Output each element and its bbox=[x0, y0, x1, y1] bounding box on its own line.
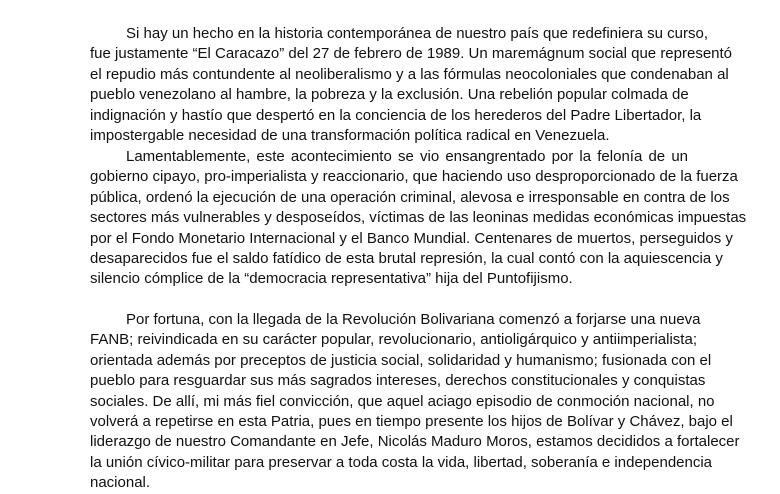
paragraph-line: impostergable necesidad de una transformación política radical en Venezuela. bbox=[90, 127, 610, 145]
paragraph-line: gobierno cipayo, pro-imperialista y reaccionario, que haciendo uso desproporcionado de la fuerza bbox=[90, 168, 738, 186]
paragraph-line: por el Fondo Monetario Internacional y el Banco Mundial. Centenares de muertos, perseguidos y bbox=[90, 229, 733, 247]
paragraph-revolution bbox=[90, 310, 740, 494]
paragraph-line: pueblo venezolano al hambre, la pobreza y la exclusión. Una rebelión popular colmada de bbox=[90, 86, 689, 104]
paragraph-line: Por fortuna, con la llegada de la Revolución Bolivariana comenzó a forjarse una nueva bbox=[126, 311, 701, 328]
paragraph-line: nacional. bbox=[90, 474, 151, 492]
paragraph-line: silencio cómplice de la “democracia representativa” hija del Puntofijismo. bbox=[90, 270, 573, 288]
paragraph-line: Lamentablemente, este acontecimiento se vio ensangrentado por la felonía de un bbox=[126, 148, 688, 165]
paragraph-line: indignación y hastío que despertó en la conciencia de los herederos del Padre Libertador, la bbox=[90, 106, 702, 124]
paragraph-line: sociales. De allí, mi más fiel convicción, que aquel aciago episodio de conmoción nacional, no bbox=[90, 392, 715, 410]
paragraph-line: la unión cívico-militar para preservar a toda costa la vida, libertad, soberanía e independencia bbox=[90, 453, 713, 471]
paragraph-line: pública, ordenó la ejecución de una operación criminal, alevosa e irresponsable en contra de los bbox=[90, 188, 730, 206]
paragraph-line: desaparecidos fue el saldo fatídico de esta brutal represión, la cual contó con la aquiescencia y bbox=[90, 250, 723, 268]
paragraph-line: Si hay un hecho en la historia contemporánea de nuestro país que redefiniera su curso, bbox=[126, 25, 709, 42]
paragraph-line: fue justamente “El Caracazo” del 27 de febrero de 1989. Un maremágnum social que representó bbox=[90, 45, 733, 63]
paragraph-line: sectores más vulnerables y desposeídos, víctimas de las leoninas medidas económicas impuestas bbox=[90, 209, 747, 227]
paragraph-caracazo-intro bbox=[90, 24, 733, 146]
paragraph-line: liderazgo de nuestro Comandante en Jefe, Nicolás Maduro Moros, estamos decididos a fortalecer bbox=[90, 433, 740, 451]
paragraph-line: pueblo para resguardar sus más sagrados intereses, derechos constitucionales y conquistas bbox=[90, 372, 706, 390]
paragraph-line: el repudio más contundente al neoliberalismo y a las fórmulas neocoloniales que condenaban al bbox=[90, 65, 729, 83]
paragraph-line: volverá a repetirse en esta Patria, pues en tiempo presente los hijos de Bolívar y Chávez, bajo el bbox=[90, 413, 733, 431]
paragraph-line: orientada además por preceptos de justicia social, solidaridad y humanismo; fusionada con el bbox=[90, 351, 712, 369]
paragraph-line: FANB; reivindicada en su carácter popular, revolucionario, antioligárquico y antiimperialista; bbox=[90, 331, 697, 349]
paragraph-repression bbox=[90, 147, 747, 290]
